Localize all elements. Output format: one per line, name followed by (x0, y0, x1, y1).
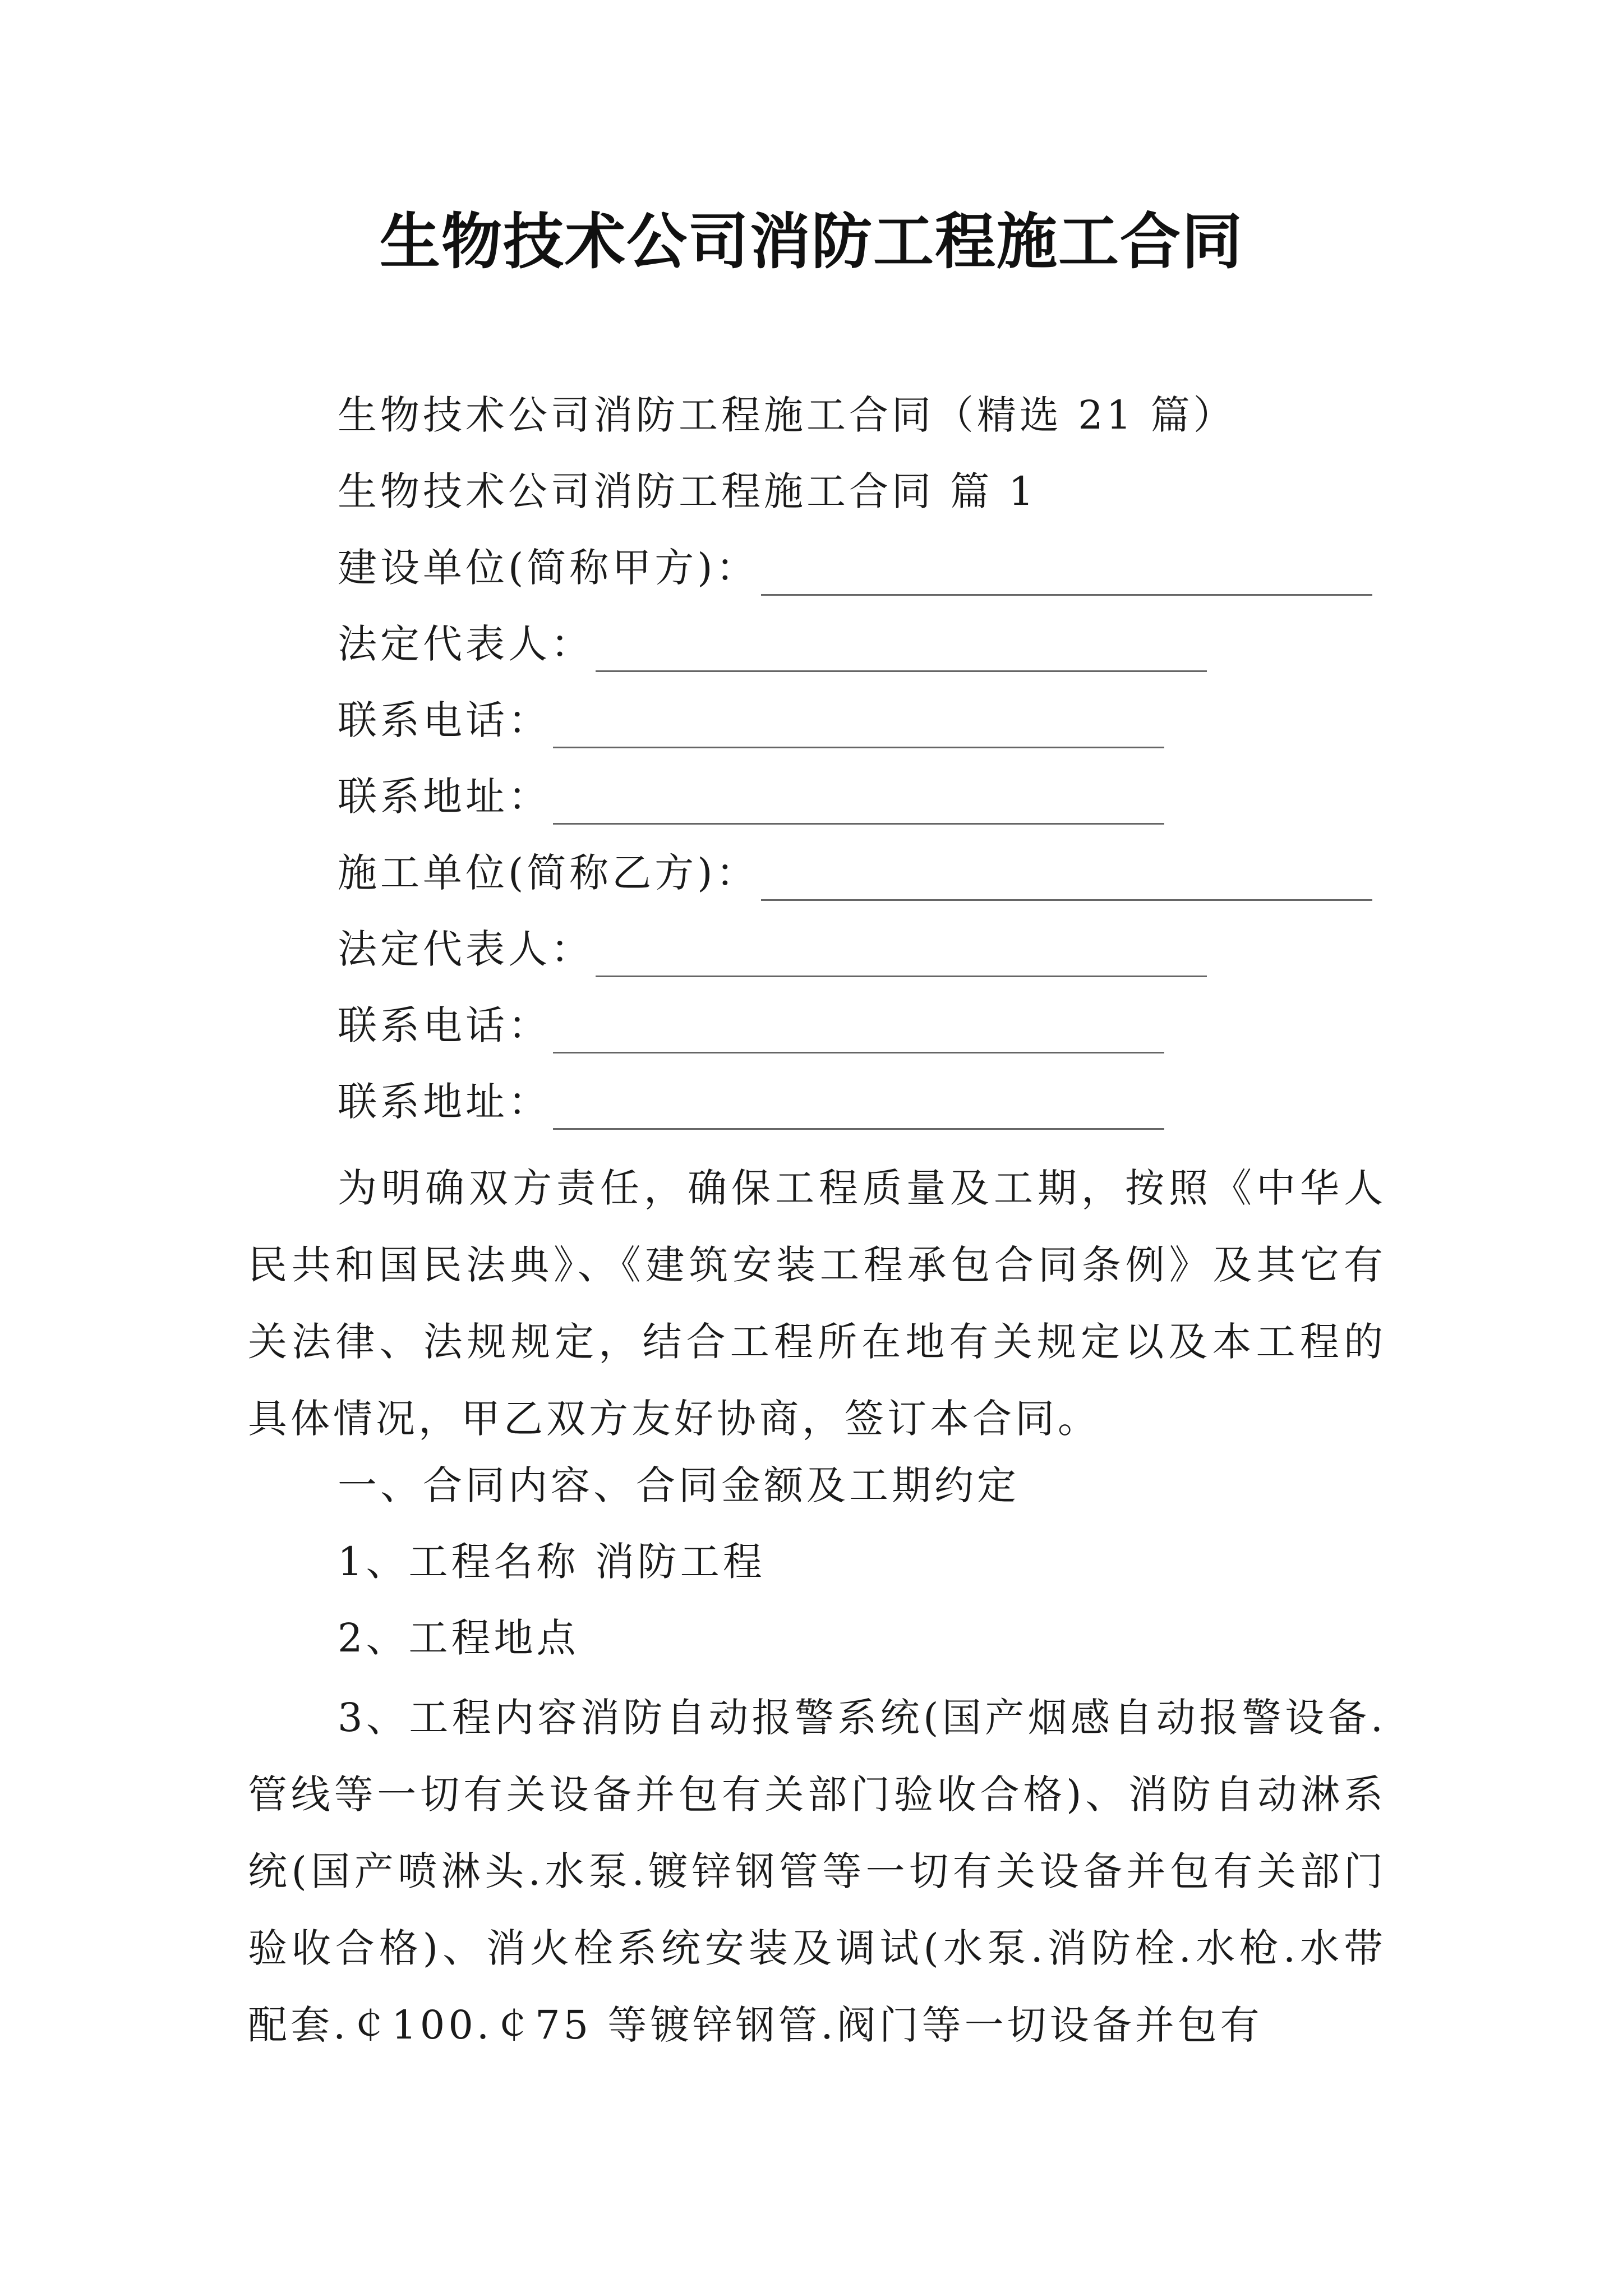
field-label: 法定代表人： (338, 926, 593, 972)
field-label: 联系电话： (338, 697, 551, 743)
item-project-name: 1、工程名称 消防工程 (338, 1539, 766, 1585)
field-party-a-address (338, 769, 1164, 825)
field-label: 施工单位(简称乙方)： (338, 850, 759, 896)
field-party-a-representative (338, 616, 1207, 672)
field-party-a-phone (338, 692, 1164, 748)
fill-in-blank[interactable] (553, 784, 1164, 825)
field-party-b (338, 845, 1372, 901)
fill-in-blank[interactable] (596, 631, 1207, 672)
fill-in-blank[interactable] (596, 936, 1207, 977)
item-project-location: 2、工程地点 (338, 1615, 579, 1661)
intro-paragraph: 为明确双方责任，确保工程质量及工期，按照《中华人民共和国民法典》、《建筑安装工程承包合同条例》及其它有关法律、法规规定，结合工程所在地有关规定以及本工程的具体情况，甲乙双方友好协商，签订本合同。 (248, 1165, 1386, 1442)
fill-in-blank[interactable] (553, 1089, 1164, 1130)
fill-in-blank[interactable] (553, 707, 1164, 748)
item-project-scope: 3、工程内容消防自动报警系统(国产烟感自动报警设备.管线等一切有关设备并包有关部门验收合格)、消防自动淋系统(国产喷淋头.水泵.镀锌钢管等一切有关设备并包有关部门验收合格)、消火栓系统安装及调试(水泵.消防栓.水枪.水带配套.￠100.￠75 等镀锌钢管.阀门等一切设备并包有 (248, 1695, 1386, 2048)
field-party-b-representative (338, 921, 1207, 977)
document-title: 生物技术公司消防工程施工合同 (379, 207, 1243, 277)
clause-heading: 一、合同内容、合同金额及工期约定 (338, 1462, 1020, 1508)
subtitle: 生物技术公司消防工程施工合同（精选 21 篇） (338, 392, 1236, 438)
fill-in-blank[interactable] (761, 555, 1372, 596)
field-label: 联系电话： (338, 1002, 551, 1048)
field-label: 联系地址： (338, 774, 551, 820)
fill-in-blank[interactable] (553, 1013, 1164, 1053)
fill-in-blank[interactable] (761, 860, 1372, 901)
field-label: 联系地址： (338, 1079, 551, 1125)
field-party-a (338, 540, 1372, 596)
section-heading: 生物技术公司消防工程施工合同 篇 1 (338, 468, 1038, 514)
field-party-b-address (338, 1074, 1164, 1130)
field-label: 建设单位(简称甲方)： (338, 545, 759, 591)
field-party-b-phone (338, 997, 1164, 1053)
field-label: 法定代表人： (338, 621, 593, 667)
